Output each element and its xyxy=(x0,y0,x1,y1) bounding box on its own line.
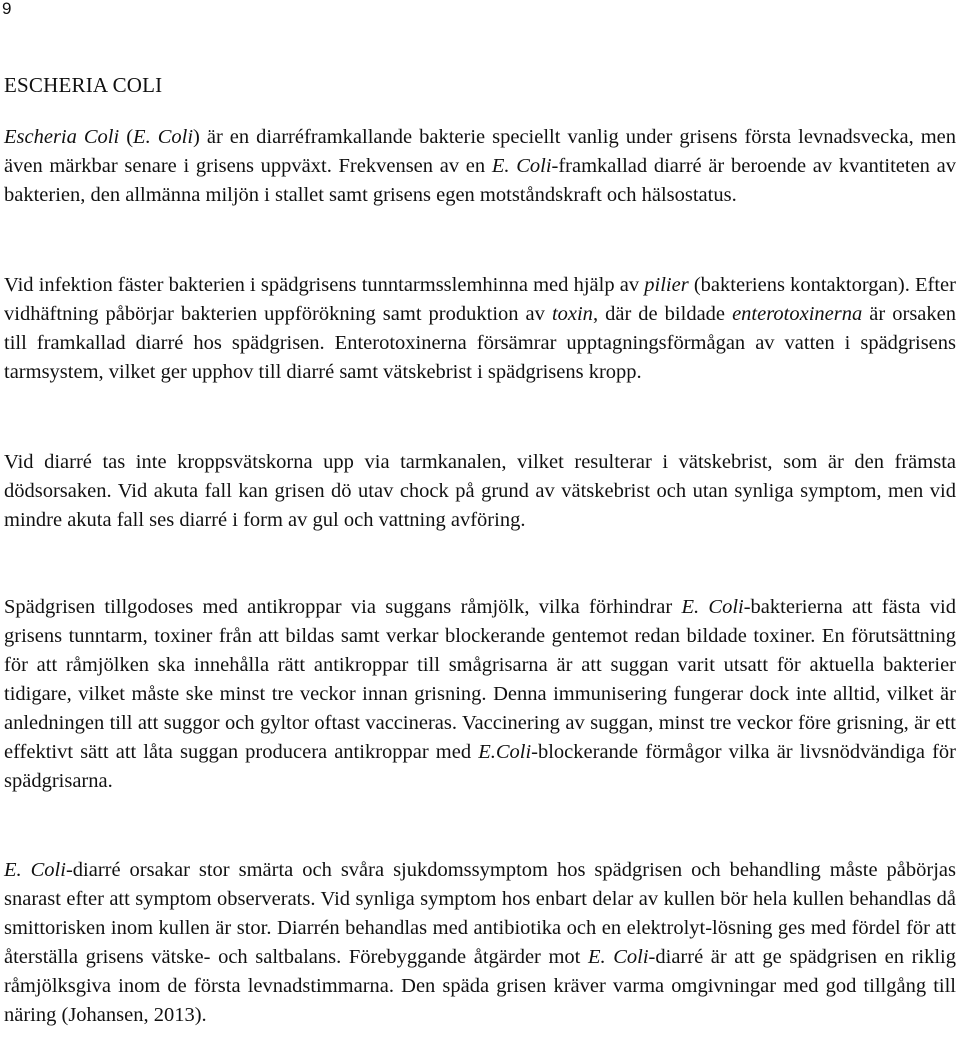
text-segment: E. Coli xyxy=(133,126,194,148)
page-title: ESCHERIA COLI xyxy=(4,73,163,97)
text-segment: Vid infektion fäster bakterien i spädgrisens tunntarmsslemhinna med hjälp av xyxy=(4,274,645,296)
text-segment: Spädgrisen tillgodoses med antikroppar via suggans råmjölk, vilka förhindrar xyxy=(4,596,682,618)
text-segment: Escheria Coli xyxy=(4,126,120,148)
text-segment: -blockerande förmågor vilka är livsnödvändiga för spädgrisarna. xyxy=(4,741,956,792)
text-segment: E.Coli xyxy=(478,741,532,763)
text-segment: E. Coli xyxy=(4,859,66,881)
text-segment: -diarré orsakar stor smärta och svåra sjukdomssymptom hos spädgrisen och behandling måste påbörjas snarast efter att symptom observerats. Vid synliga symptom hos enbart delar av kullen bör hela kullen behandlas då smittorisken inom kullen är stor. Diarrén behandlas med antibiotika och en elektrolyt-lösning ges med fördel för att återställa grisens vätske- och saltbalans. Förebyggande åtgärder mot xyxy=(4,859,956,968)
text-segment: -diarré är att ge spädgrisen en riklig råmjölksgiva inom de första levnadstimmarna. Den späda grisen kräver varma omgivningar med god tillgång till näring (Johansen, 2013). xyxy=(4,946,956,1026)
paragraph-intro xyxy=(4,123,956,210)
paragraph-diarrhea xyxy=(4,448,956,535)
paragraph-treatment xyxy=(4,856,956,1030)
text-segment: E. Coli xyxy=(587,946,649,968)
text-segment: pilier xyxy=(644,274,689,296)
paragraph-infection xyxy=(4,271,956,387)
text-segment: toxin xyxy=(551,303,593,325)
text-segment: -bakterierna att fästa vid grisens tunntarm, toxiner från att bildas samt verkar blockerande gentemot redan bildade toxiner. En förutsättning för att råmjölken ska innehålla rätt antikroppar till smågrisarna är att suggan varit utsatt för aktuella bakterier tidigare, vilket måste ske minst tre veckor innan grisning. Denna immunisering fungerar dock inte alltid, vilket är anledningen till att suggor och gyltor oftast vaccineras. Vaccinering av suggan, minst tre veckor före grisning, är ett effektivt sätt att låta suggan producera antikroppar med xyxy=(4,596,956,763)
paragraph-antibodies xyxy=(4,593,956,796)
page-number: 9 xyxy=(2,0,12,18)
text-segment: (bakteriens kontaktorgan). Efter vidhäftning påbörjar bakterien uppförökning samt produktion av xyxy=(4,274,956,325)
text-segment: E. Coli xyxy=(681,596,744,618)
text-segment: ( xyxy=(119,126,134,148)
text-segment: , där de bildade xyxy=(592,303,733,325)
text-segment: enterotoxinerna xyxy=(732,303,863,325)
text-segment: E. Coli xyxy=(491,155,552,177)
text-segment: är orsaken till framkallad diarré hos spädgrisen. Enterotoxinerna försämrar upptagningsförmågan av vatten i spädgrisens tarmsystem, vilket ger upphov till diarré samt vätskebrist i spädgrisens kropp. xyxy=(4,303,956,383)
text-segment: Vid diarré tas inte kroppsvätskorna upp via tarmkanalen, vilket resulterar i vätskebrist, som är den främsta dödsorsaken. Vid akuta fall kan grisen dö utav chock på grund av vätskebrist och utan synliga symptom, men vid mindre akuta fall ses diarré i form av gul och vattning avföring. xyxy=(4,451,956,531)
text-segment: -framkallad diarré är beroende av kvantiteten av bakterien, den allmänna miljön i stallet samt grisens egen motståndskraft och hälsostatus. xyxy=(4,155,956,206)
text-segment: ) är en diarréframkallande bakterie speciellt vanlig under grisens första levnadsvecka, men även märkbar senare i grisens uppväxt. Frekvensen av en xyxy=(4,126,957,177)
